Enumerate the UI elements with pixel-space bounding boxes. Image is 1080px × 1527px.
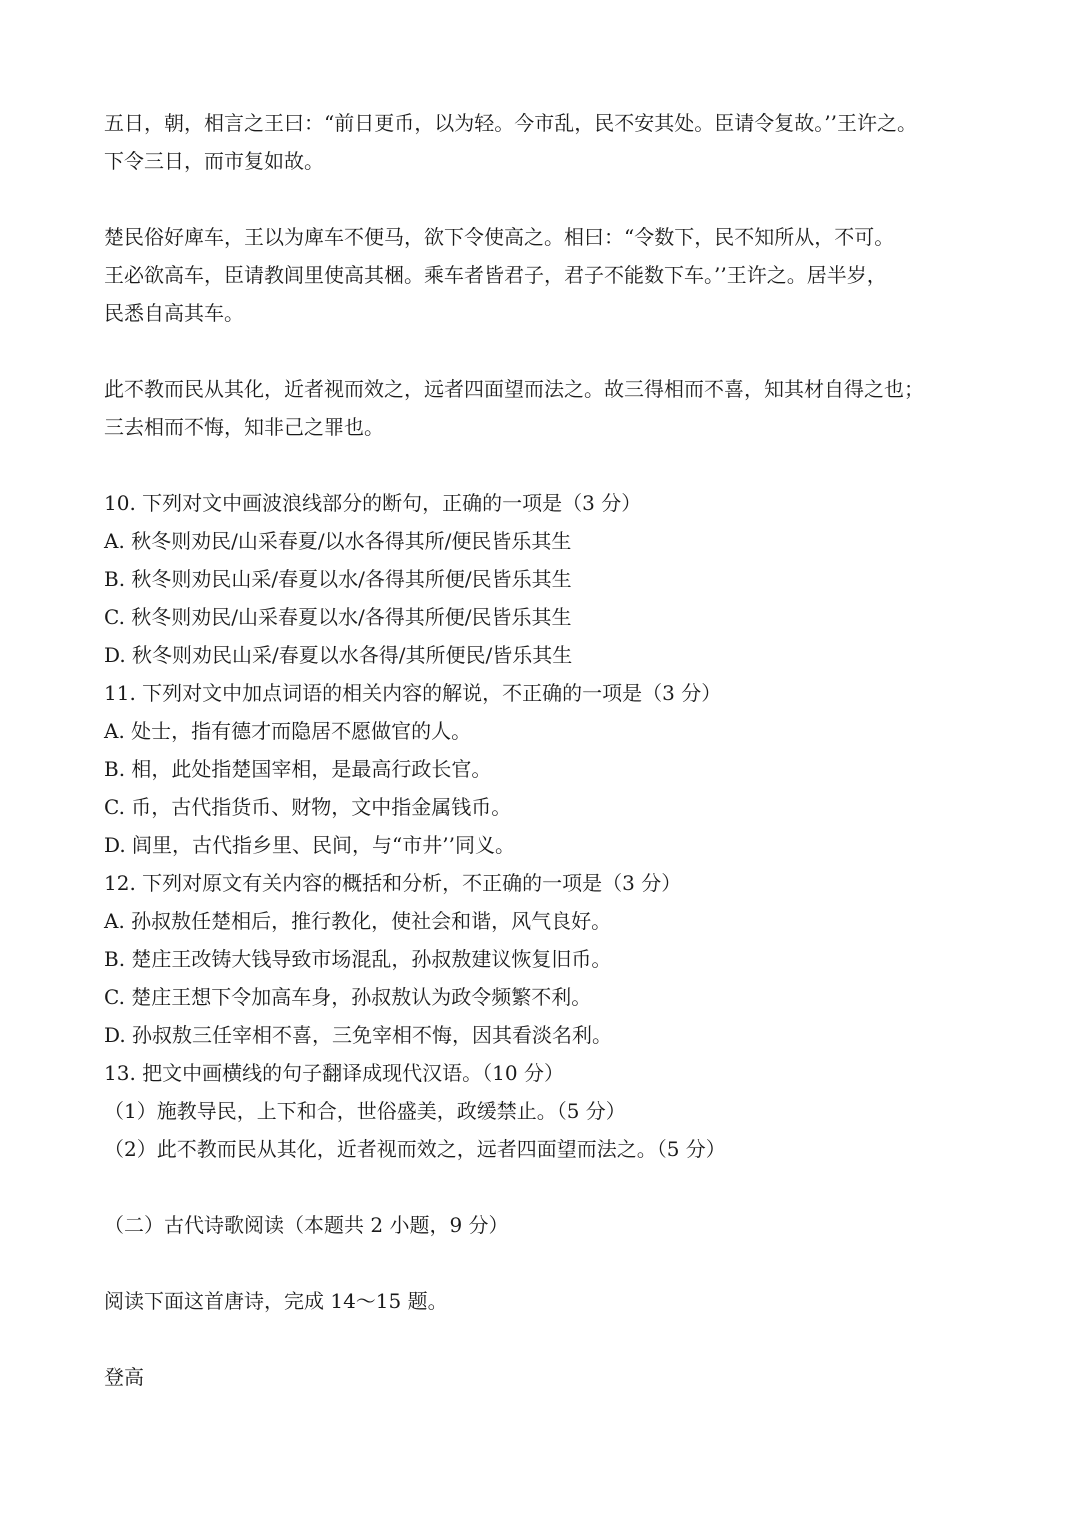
- question-10-option-d: D. 秋冬则劝民山采/春夏以水各得/其所便民/皆乐其生: [104, 643, 573, 667]
- question-11-option-a: A. 处士，指有德才而隐居不愿做官的人。: [104, 719, 472, 743]
- question-10-option-c: C. 秋冬则劝民/山采春夏以水/各得其所便/民皆乐其生: [104, 605, 572, 629]
- passage-line: 王必欲高车，臣请教闾里使高其梱。乘车者皆君子，君子不能数下车。’’王许之。居半岁，: [104, 263, 887, 287]
- passage-line: 三去相而不悔，知非己之罪也。: [104, 415, 384, 439]
- question-13-part-2: （2）此不教而民从其化，近者视而效之，远者四面望而法之。（5 分）: [104, 1137, 726, 1161]
- passage-paragraph-2: [104, 218, 1004, 332]
- question-10-stem: 10. 下列对文中画波浪线部分的断句，正确的一项是（3 分）: [104, 491, 642, 515]
- question-12-option-d: D. 孙叔敖三任宰相不喜，三免宰相不悔，因其看淡名利。: [104, 1023, 613, 1047]
- question-12-option-a: A. 孙叔敖任楚相后，推行教化，使社会和谐，风气良好。: [104, 909, 612, 933]
- passage-line: 五日，朝，相言之王曰：“前日更币，以为轻。今市乱，民不安其处。臣请令复故。’’王许之。: [104, 111, 917, 135]
- question-10-option-b: B. 秋冬则劝民山采/春夏以水/各得其所便/民皆乐其生: [104, 567, 572, 591]
- document-page: [104, 104, 1004, 1396]
- question-block: [104, 484, 1004, 1168]
- question-11-stem: 11. 下列对文中加点词语的相关内容的解说，不正确的一项是（3 分）: [104, 681, 722, 705]
- passage-line: 此不教而民从其化，近者视而效之，远者四面望而法之。故三得相而不喜，知其材自得之也；: [104, 377, 924, 401]
- section-heading: （二）古代诗歌阅读（本题共 2 小题，9 分）: [104, 1213, 509, 1237]
- question-13-part-1: （1）施教导民，上下和合，世俗盛美，政缓禁止。（5 分）: [104, 1099, 626, 1123]
- question-12-stem: 12. 下列对原文有关内容的概括和分析，不正确的一项是（3 分）: [104, 871, 682, 895]
- section-instruction: 阅读下面这首唐诗，完成 14～15 题。: [104, 1289, 448, 1313]
- question-12-option-b: B. 楚庄王改铸大钱导致市场混乱，孙叔敖建议恢复旧币。: [104, 947, 612, 971]
- passage-paragraph-3: [104, 370, 1004, 446]
- question-12-option-c: C. 楚庄王想下令加高车身，孙叔敖认为政令频繁不利。: [104, 985, 592, 1009]
- passage-line: 下令三日，而市复如故。: [104, 149, 324, 173]
- question-10-option-a: A. 秋冬则劝民/山采春夏/以水各得其所/便民皆乐其生: [104, 529, 572, 553]
- question-13-stem: 13. 把文中画横线的句子翻译成现代汉语。（10 分）: [104, 1061, 564, 1085]
- question-11-option-d: D. 闾里，古代指乡里、民间，与“市井’’同义。: [104, 833, 515, 857]
- question-11-option-c: C. 币，古代指货币、财物，文中指金属钱币。: [104, 795, 512, 819]
- passage-paragraph-1: [104, 104, 1004, 180]
- passage-line: 民悉自高其车。: [104, 301, 244, 325]
- passage-line: 楚民俗好庳车，王以为庳车不便马，欲下令使高之。相曰：“令数下，民不知所从，不可。: [104, 225, 895, 249]
- question-11-option-b: B. 相，此处指楚国宰相，是最高行政长官。: [104, 757, 492, 781]
- poem-title: 登高: [104, 1365, 144, 1389]
